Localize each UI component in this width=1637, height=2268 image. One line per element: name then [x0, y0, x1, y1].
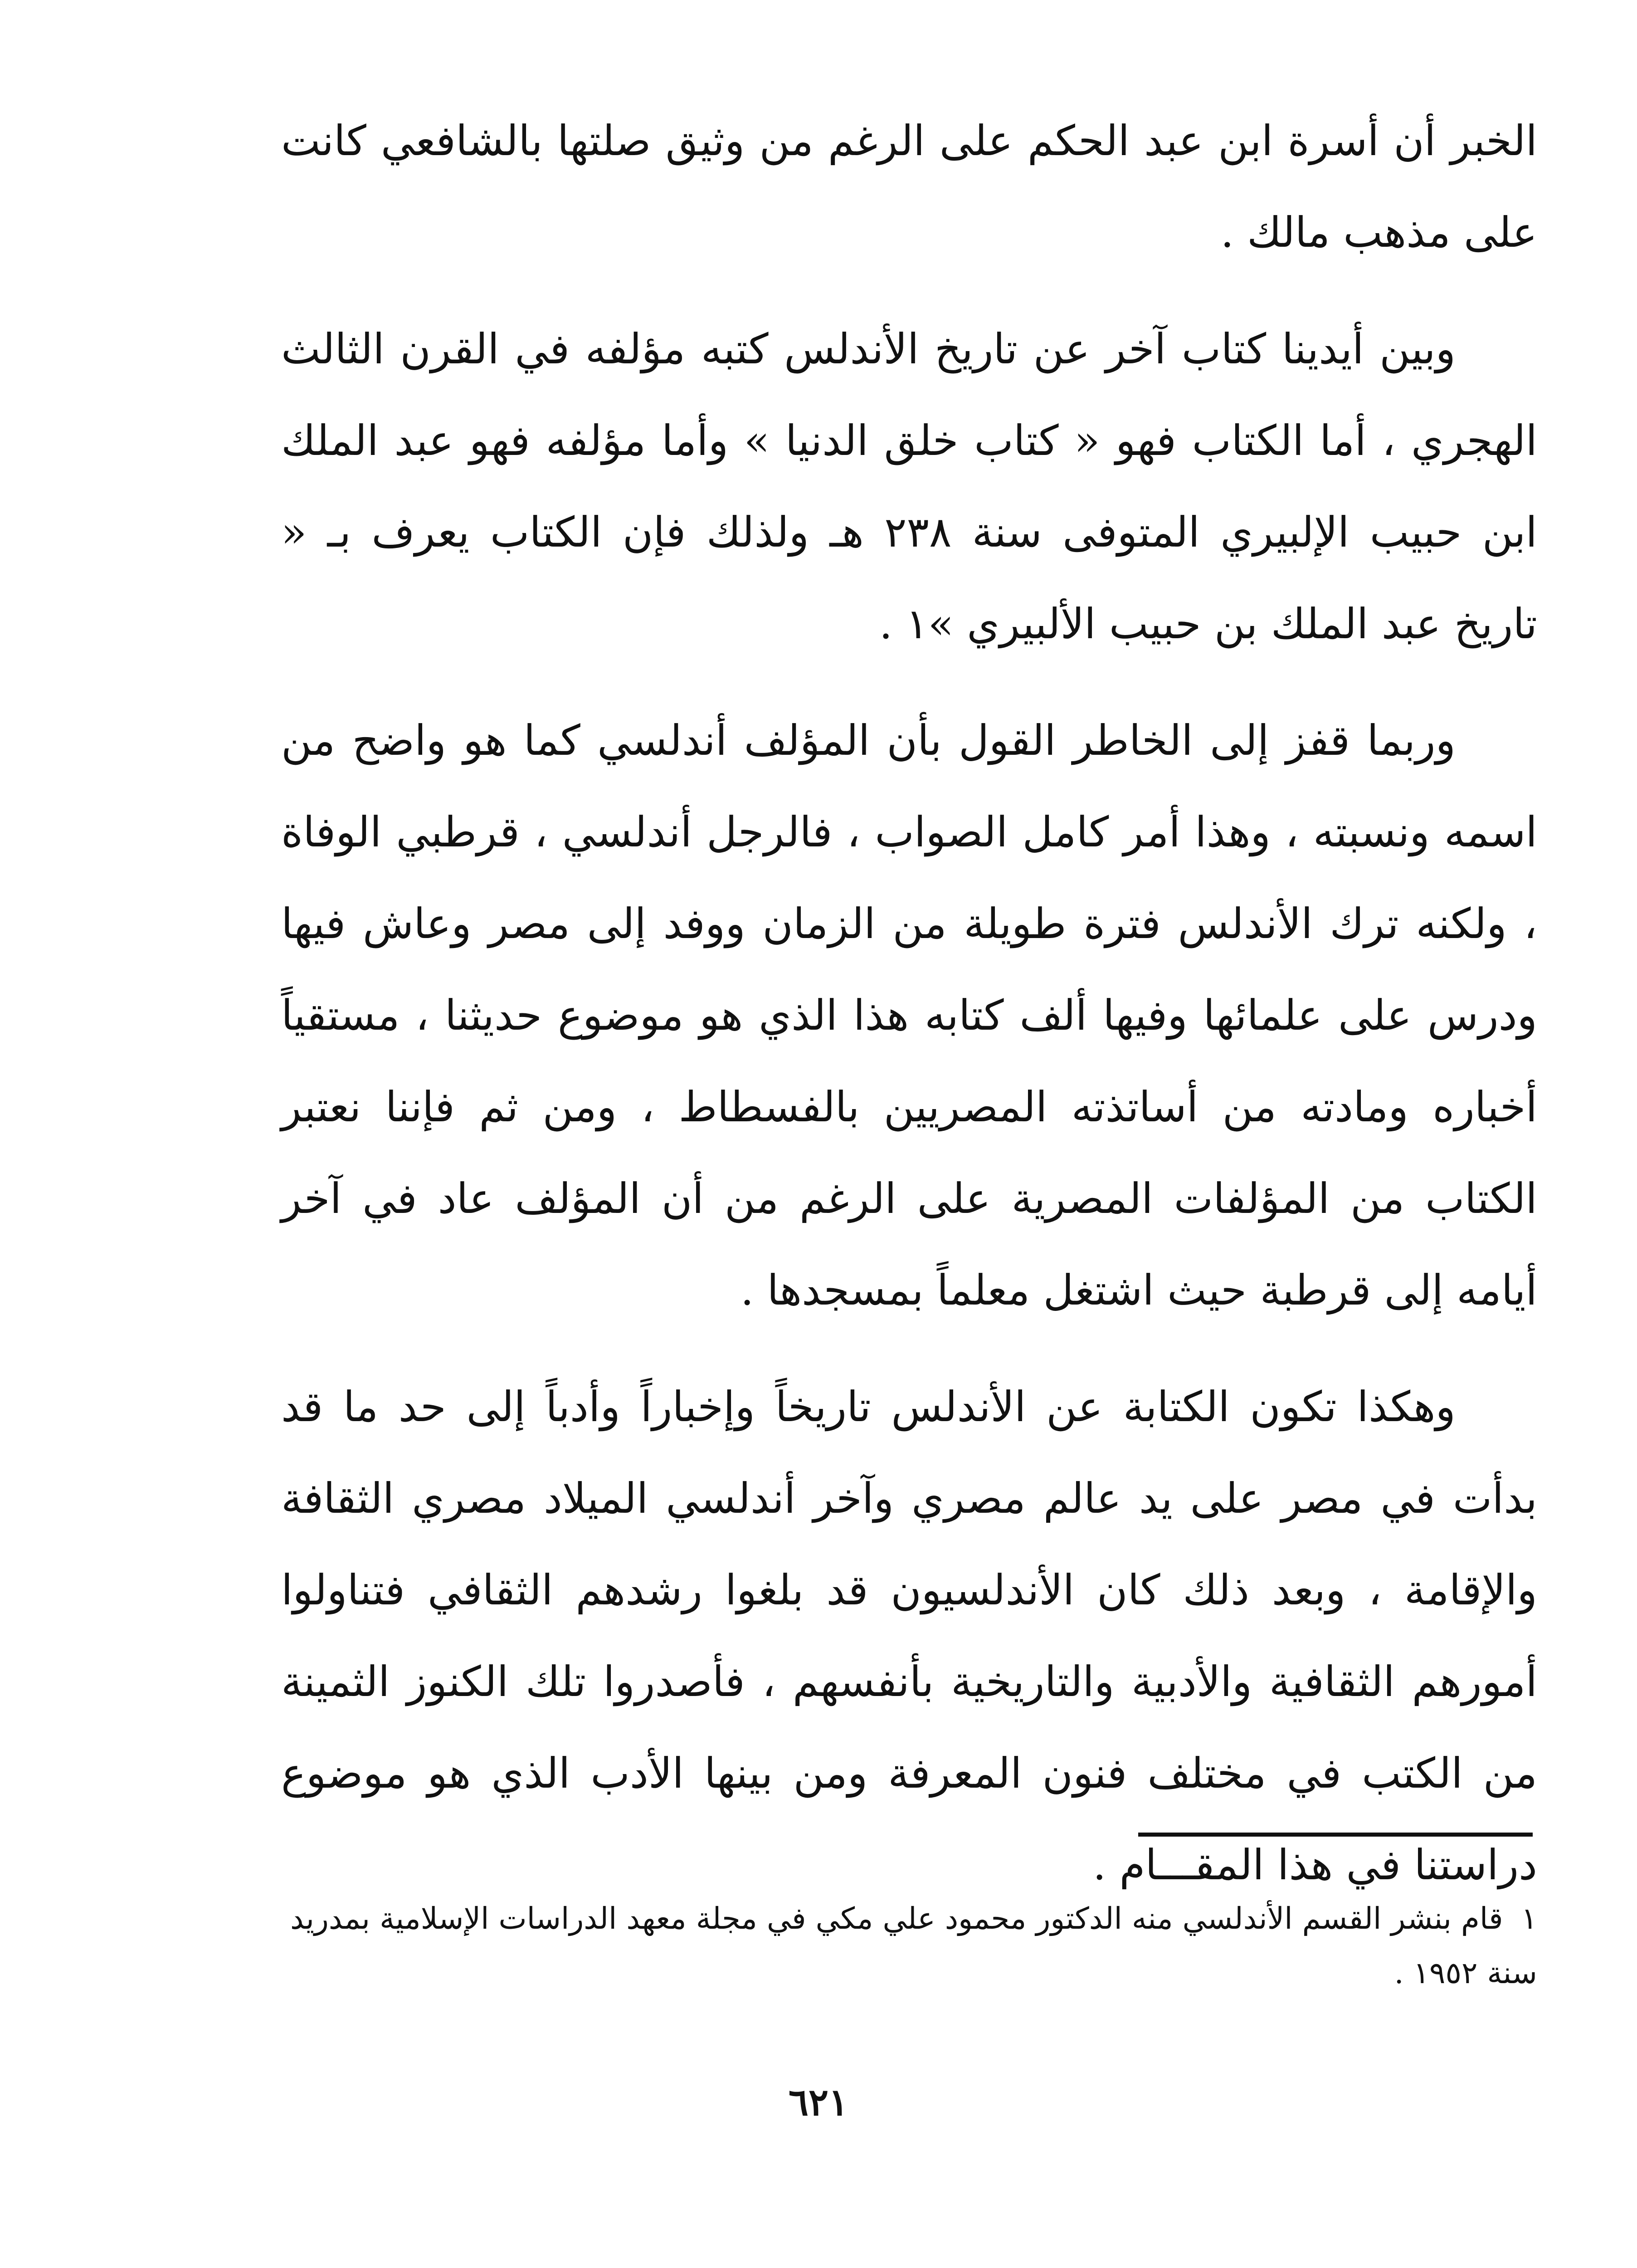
paragraph-author-origin: وربما قفز إلى الخاطر القول بأن المؤلف أندلسي كما هو واضح من اسمه ونسبته ، وهذا أمر كامل الصواب ، فالرجل أندلسي ، قرطبي الوفاة ، ولكنه ترك الأندلس فترة طويلة من الزمان ووفد إلى مصر وعاش فيها ودرس على علمائها وفيها ألف كتابه هذا الذي هو موضوع حديثنا ، مستقياً أخباره ومادته من أساتذته المصريين بالفسطاط ، ومن ثم فإننا نعتبر الكتاب من المؤلفات المصرية على الرغم من أن المؤلف عاد في آخر أيامه إلى قرطبة حيث اشتغل معلماً بمسجدها .: [281, 716, 1537, 1315]
paragraph-andalusian-writing: وهكذا تكون الكتابة عن الأندلس تاريخاً وإخباراً وأدباً إلى حد ما قد بدأت في مصر على يد عالم مصري وآخر أندلسي الميلاد مصري الثقافة والإقامة ، وبعد ذلك كان الأندلسيون قد بلغوا رشدهم الثقافي فتناولوا أمورهم الثقافية والأدبية والتاريخية بأنفسهم ، فأصدروا تلك الكنوز الثمينة من الكتب في مختلف فنون المعرفة ومن بينها الأدب الذي هو موضوع دراستنا في هذا المقـــام .: [281, 1383, 1537, 1889]
page-number: ٦٢١: [788, 2081, 849, 2124]
footnote-divider: [1138, 1833, 1533, 1837]
paragraph-abd-al-malik-book: وبين أيدينا كتاب آخر عن تاريخ الأندلس كتبه مؤلفه في القرن الثالث الهجري ، أما الكتاب فهو « كتاب خلق الدنيا » وأما مؤلفه فهو عبد الملك ابن حبيب الإلبيري المتوفى سنة ٢٣٨ هـ ولذلك فإن الكتاب يعرف بـ « تاريخ عبد الملك بن حبيب الألبيري »١ .: [281, 325, 1537, 648]
footnote-text: قام بنشر القسم الأندلسي منه الدكتور محمود علي مكي في مجلة معهد الدراسات الإسلامية بمدريد سنة ١٩٥٢ .: [290, 1901, 1537, 1990]
paragraph-continuation: الخبر أن أسرة ابن عبد الحكم على الرغم من وثيق صلتها بالشافعي كانت على مذهب مالك .: [281, 117, 1537, 257]
footnote-number: ١: [1521, 1901, 1537, 1936]
main-text: [281, 95, 1537, 1936]
footnote: [290, 1892, 1537, 2000]
